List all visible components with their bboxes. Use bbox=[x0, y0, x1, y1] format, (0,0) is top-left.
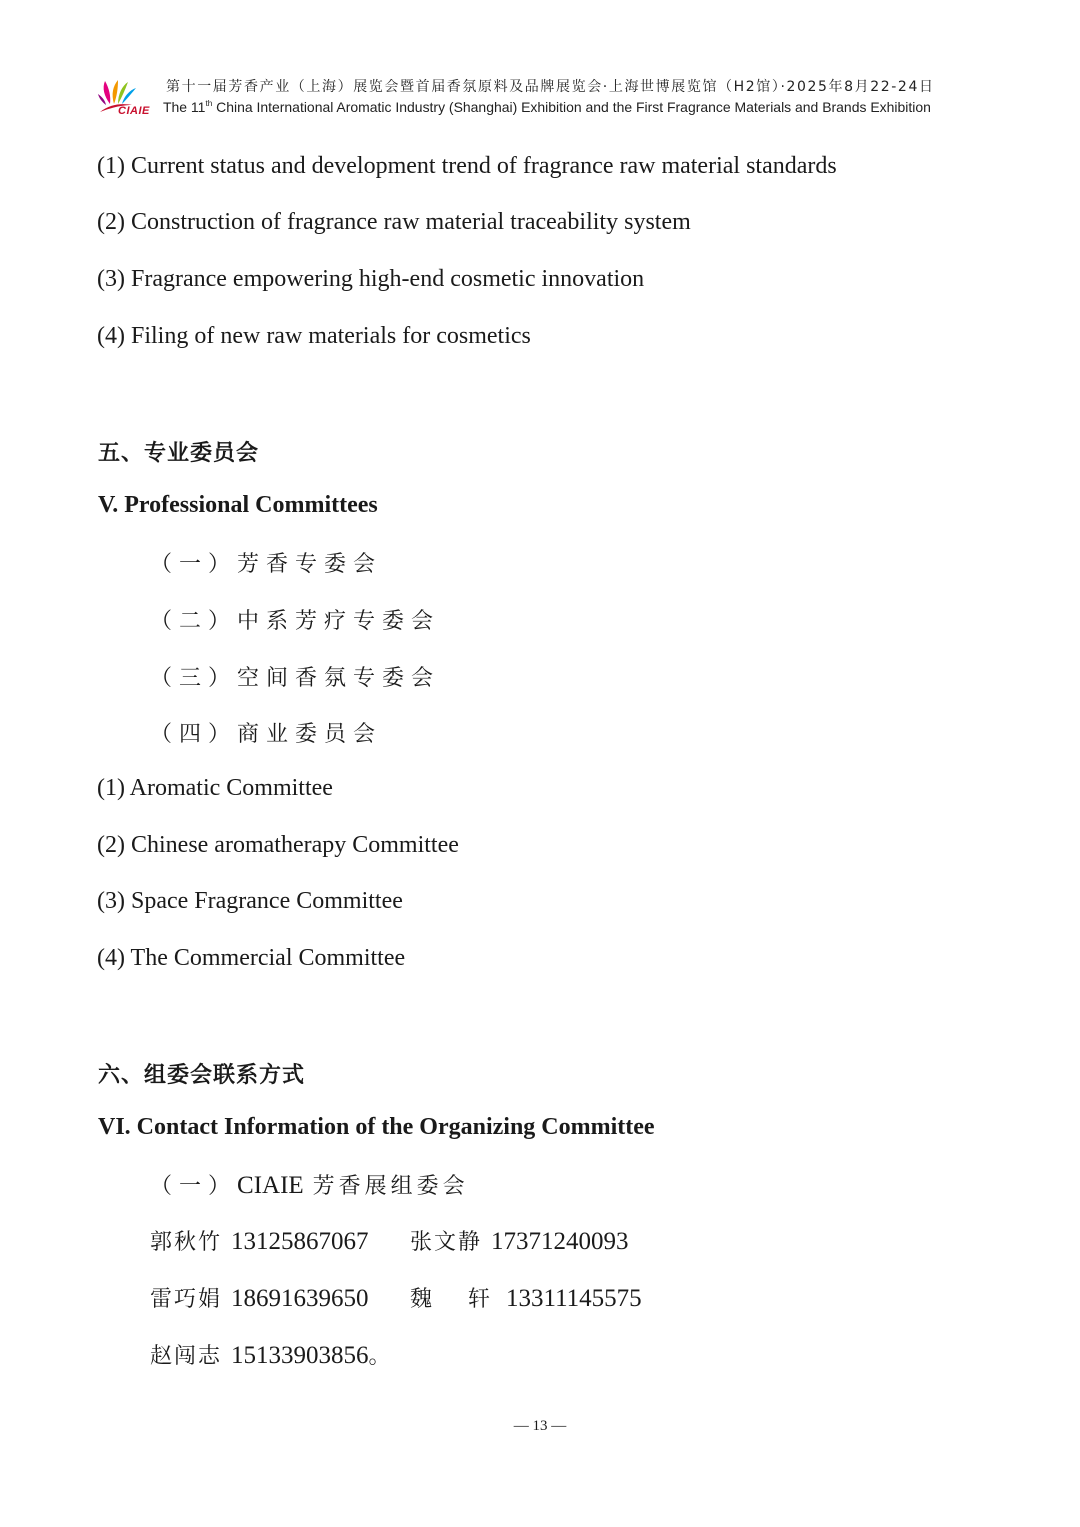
committee-item-en: (1) Aromatic Committee bbox=[97, 775, 333, 801]
committee-item-en: (3) Space Fragrance Committee bbox=[97, 888, 403, 914]
header-title-en: The 11th China International Aromatic Industry (Shanghai) Exhibition and the First Fragrance Materials and Brands Exhibition bbox=[163, 99, 931, 115]
contact-phone: 15133903856 bbox=[231, 1342, 369, 1369]
contact-phone: 13125867067 bbox=[231, 1228, 369, 1255]
ciaie-logo bbox=[96, 78, 158, 120]
organizing-committee-name: （一）CIAIE 芳香展组委会 bbox=[150, 1172, 469, 1199]
page-header bbox=[96, 74, 986, 124]
contact-entry bbox=[410, 1282, 642, 1313]
committee-item-zh: （一）芳香专委会 bbox=[150, 552, 383, 577]
committee-item-en: (4) The Commercial Committee bbox=[97, 945, 406, 971]
contact-entry bbox=[150, 1282, 369, 1313]
topic-item: (3) Fragrance empowering high-end cosmetic innovation bbox=[97, 266, 645, 292]
contact-phone: 18691639650 bbox=[231, 1285, 369, 1312]
section-6-heading-zh: 六、组委会联系方式 bbox=[98, 1063, 306, 1088]
logo-text: CIAIE bbox=[118, 105, 150, 117]
topic-item: (1) Current status and development trend of fragrance raw material standards bbox=[97, 153, 837, 179]
contact-entry bbox=[410, 1225, 629, 1256]
section-6-heading-en: VI. Contact Information of the Organizing Committee bbox=[98, 1114, 655, 1140]
contact-name: 魏 轩 bbox=[410, 1287, 498, 1312]
contact-name: 郭秋竹 bbox=[150, 1230, 223, 1255]
topic-item: (4) Filing of new raw materials for cosmetics bbox=[97, 323, 531, 349]
contact-name: 雷巧娟 bbox=[150, 1287, 223, 1312]
contact-entry: 赵闯志 15133903856。 bbox=[150, 1342, 393, 1369]
header-title-zh: 第十一届芳香产业（上海）展览会暨首届香氛原料及品牌展览会·上海世博展览馆（H2馆）·2025年8月22-24日 bbox=[166, 79, 935, 95]
page-number: — 13 — bbox=[513, 1418, 567, 1434]
committee-item-zh: （四）商业委员会 bbox=[150, 722, 383, 747]
contact-name: 赵闯志 bbox=[150, 1344, 223, 1369]
section-5-heading-zh: 五、专业委员会 bbox=[98, 441, 260, 466]
contact-phone: 13311145575 bbox=[506, 1285, 642, 1312]
committee-item-en: (2) Chinese aromatherapy Committee bbox=[97, 832, 459, 858]
contact-phone: 17371240093 bbox=[491, 1228, 629, 1255]
topic-item: (2) Construction of fragrance raw material traceability system bbox=[97, 209, 691, 235]
committee-item-zh: （二）中系芳疗专委会 bbox=[150, 609, 441, 634]
section-5-heading-en: V. Professional Committees bbox=[98, 492, 378, 518]
committee-item-zh: （三）空间香氛专委会 bbox=[150, 666, 441, 691]
contact-entry bbox=[150, 1225, 369, 1256]
contact-name: 张文静 bbox=[410, 1230, 483, 1255]
